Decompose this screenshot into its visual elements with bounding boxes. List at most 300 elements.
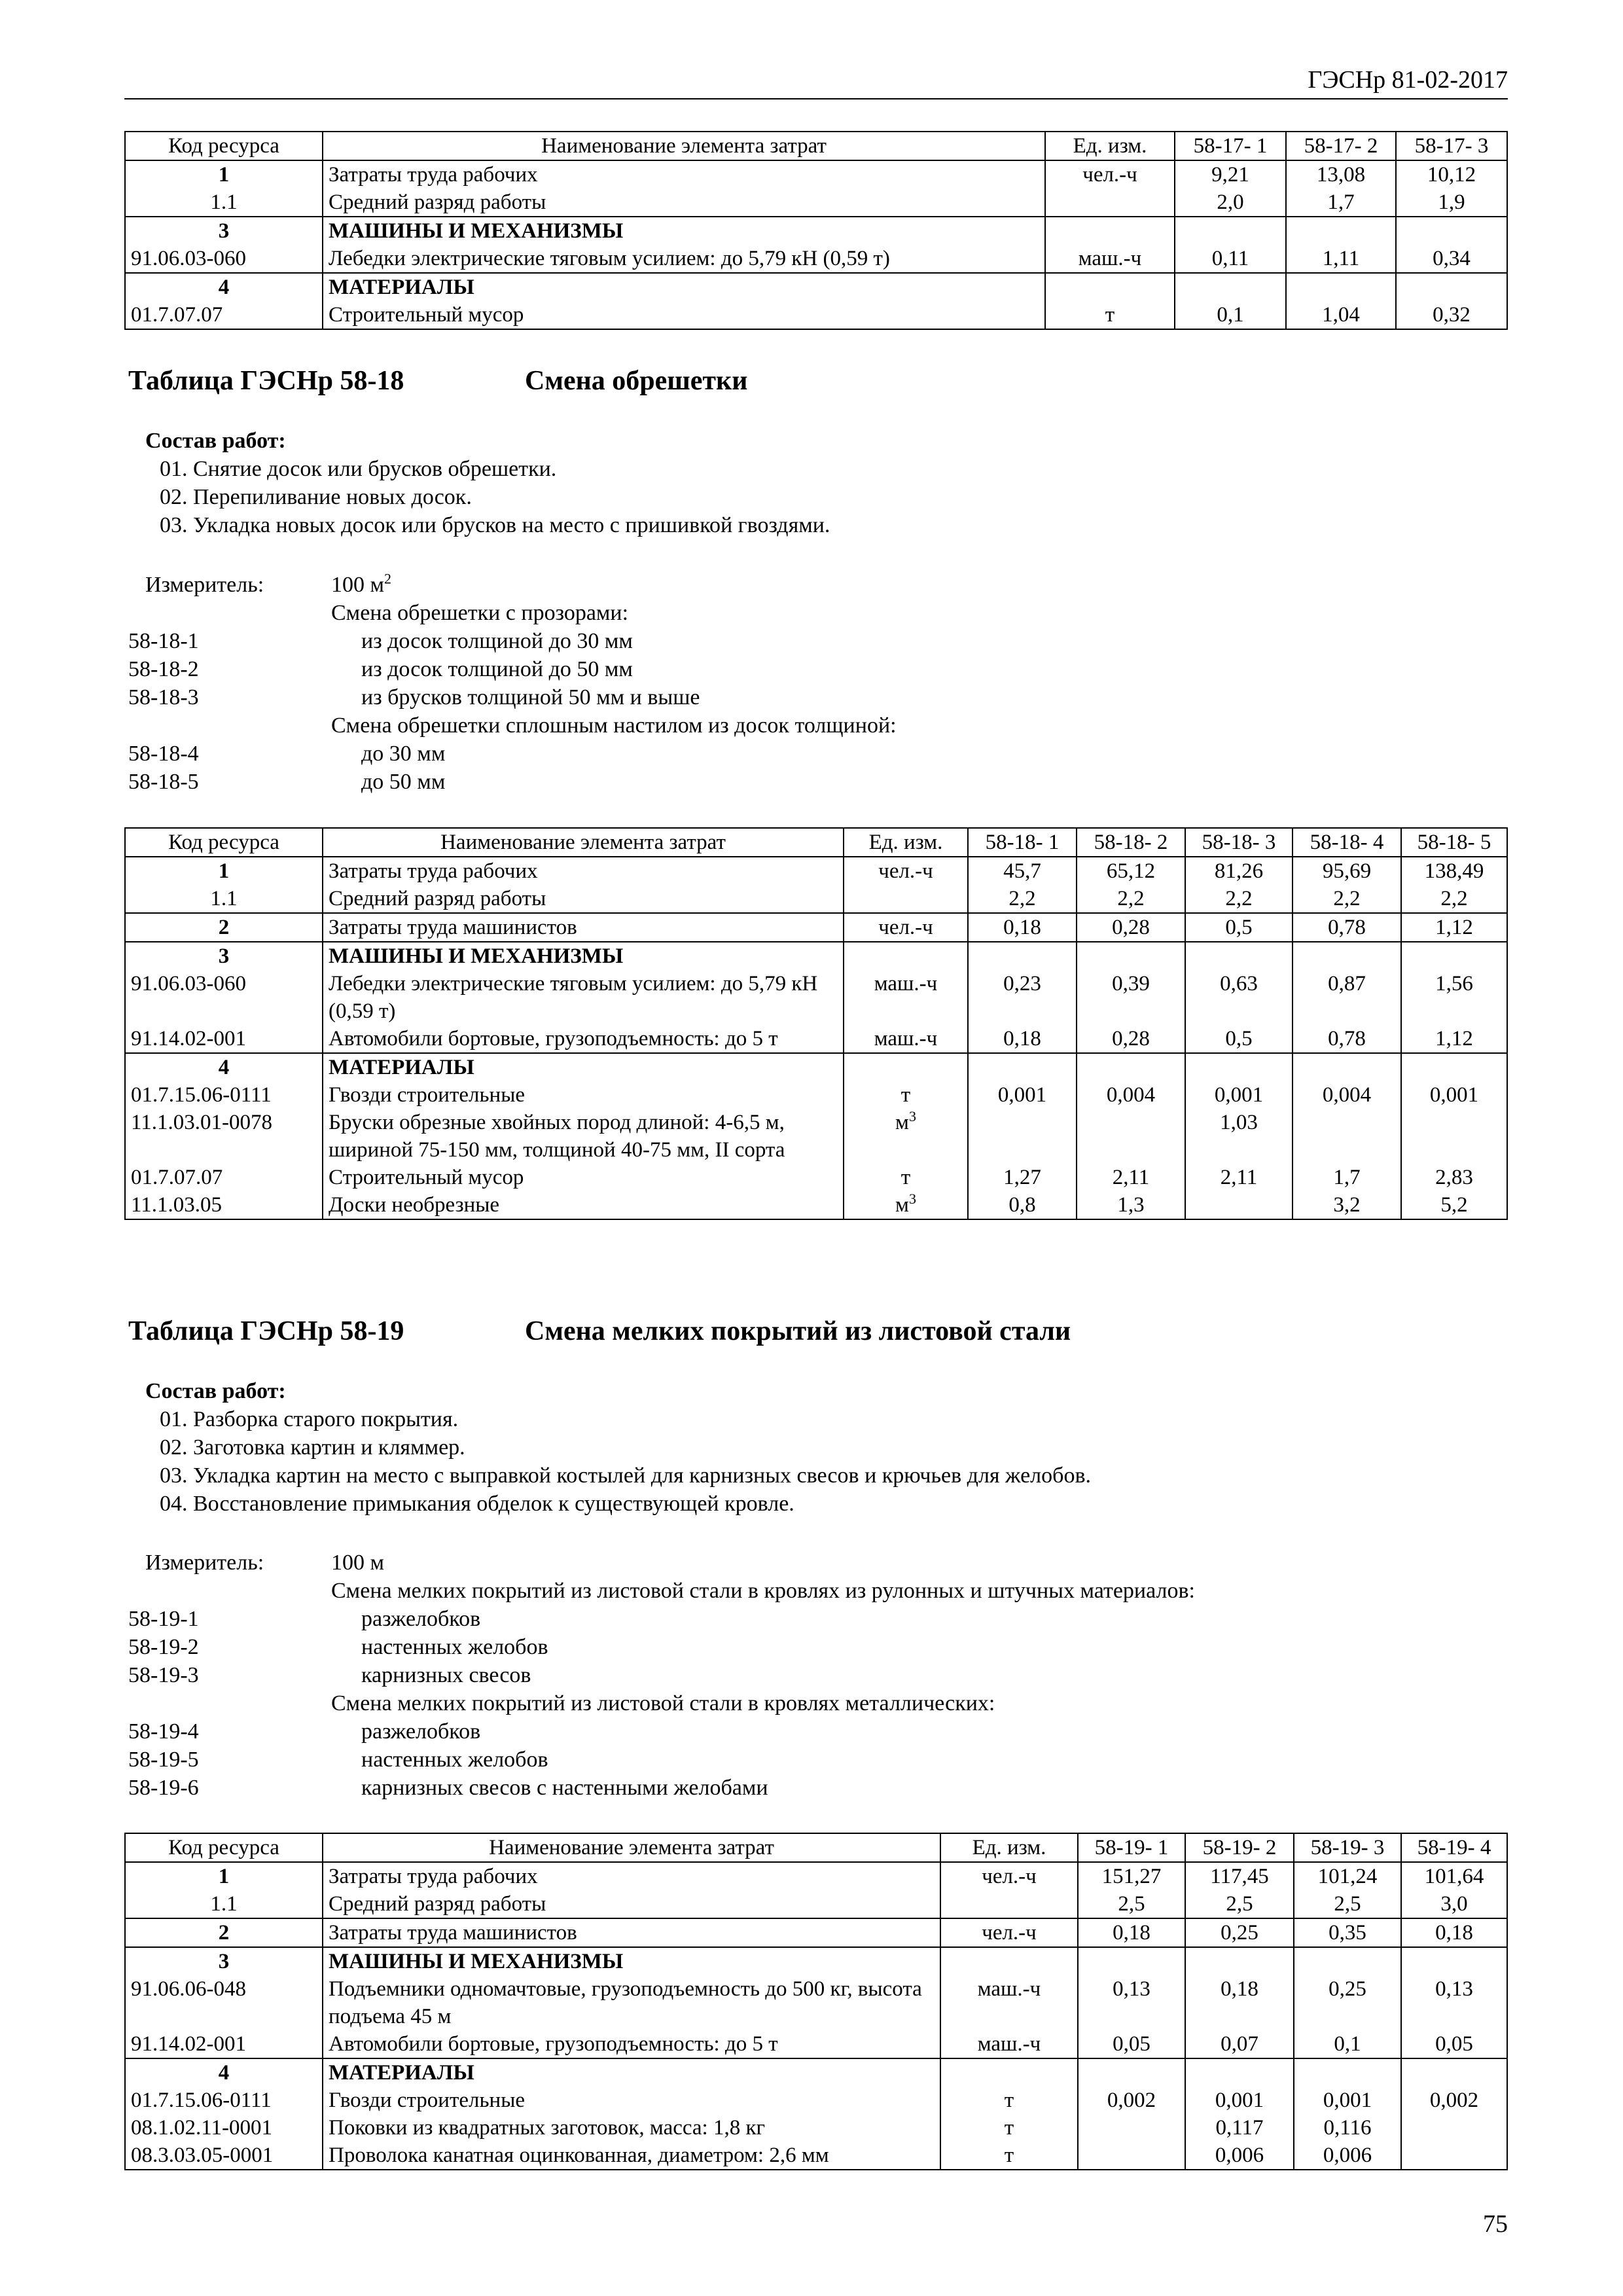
item-text: карнизных свесов с настенными желобами	[361, 1776, 768, 1800]
cell-unit	[1045, 217, 1175, 245]
cell-unit	[940, 1862, 1078, 1890]
item-code: 58-19-3	[128, 1663, 199, 1687]
cell-resource-code: 11.1.03.01-0078	[125, 1109, 323, 1164]
item-row	[128, 1774, 1372, 1802]
cell-value: 0,11	[1175, 245, 1286, 273]
cell-value: 0,006	[1185, 2142, 1294, 2170]
item-text: Смена мелких покрытий из листовой стали в кровлях металлических:	[331, 1691, 995, 1715]
item-row	[128, 1633, 1372, 1661]
cell-unit	[844, 1053, 968, 1081]
cell-value	[1185, 1947, 1294, 1975]
unit-text: чел.-ч	[878, 916, 933, 939]
cell-cost-name: Подъемники одномачтовые, грузоподъемность до 500 кг, высота подъема 45 м	[323, 1975, 940, 2030]
cell-value	[1401, 942, 1507, 970]
cell-resource-code: 4	[125, 2058, 323, 2087]
cell-value: 0,35	[1294, 1918, 1401, 1947]
cell-resource-code: 08.3.03.05-0001	[125, 2142, 323, 2170]
measure-label-58-18: Измеритель:	[145, 573, 264, 597]
item-row	[128, 1689, 1372, 1717]
item-row	[128, 599, 1372, 627]
table-row	[125, 1053, 1507, 1081]
measure-label-58-19: Измеритель:	[145, 1551, 264, 1575]
cell-value	[1293, 1053, 1401, 1081]
cell-resource-code: 3	[125, 942, 323, 970]
cell-resource-code: 1	[125, 160, 323, 188]
cell-resource-code: 01.7.15.06-0111	[125, 1081, 323, 1109]
unit-text: м	[895, 1111, 909, 1134]
cell-value: 0,1	[1175, 301, 1286, 329]
cell-value	[1286, 273, 1396, 301]
table-header-row	[125, 1833, 1507, 1862]
cell-cost-name: МАТЕРИАЛЫ	[323, 1053, 844, 1081]
header-column-3: 58-19- 3	[1294, 1833, 1401, 1862]
cell-value: 0,25	[1185, 1918, 1294, 1947]
header-column-4: 58-18- 4	[1293, 828, 1401, 857]
cell-value	[1077, 1053, 1185, 1081]
table-name-58-19: Смена мелких покрытий из листовой стали	[525, 1316, 1071, 1346]
item-row	[128, 627, 1372, 655]
cell-unit	[940, 1975, 1078, 2030]
cell-value: 2,5	[1185, 1890, 1294, 1918]
cell-unit	[1045, 188, 1175, 217]
cell-unit	[1045, 160, 1175, 188]
cell-value: 2,0	[1175, 188, 1286, 217]
table-row	[125, 1947, 1507, 1975]
cell-value: 0,001	[968, 1081, 1077, 1109]
cell-unit	[940, 2058, 1078, 2087]
cell-cost-name: Проволока канатная оцинкованная, диаметром: 2,6 мм	[323, 2142, 940, 2170]
cell-value	[1294, 1947, 1401, 1975]
cell-value: 0,002	[1401, 2087, 1507, 2114]
cell-unit	[1045, 301, 1175, 329]
cell-value: 0,23	[968, 970, 1077, 1025]
table-row	[125, 1918, 1507, 1947]
cell-value: 0,001	[1401, 1081, 1507, 1109]
cell-value	[1401, 1053, 1507, 1081]
cell-unit	[844, 857, 968, 885]
table-row	[125, 1164, 1507, 1191]
cell-value	[1078, 2114, 1185, 2142]
cell-unit	[844, 1025, 968, 1053]
cell-cost-name: Затраты труда машинистов	[323, 913, 844, 942]
cell-value	[1078, 2058, 1185, 2087]
cell-resource-code: 1.1	[125, 188, 323, 217]
cell-value	[1185, 942, 1293, 970]
header-column-3: 58-17- 3	[1396, 132, 1507, 160]
header-column-1: 58-19- 1	[1078, 1833, 1185, 1862]
cell-value: 2,2	[1293, 885, 1401, 913]
items-list-58-18	[128, 599, 1372, 796]
header-column-2: 58-19- 2	[1185, 1833, 1294, 1862]
table-row	[125, 2030, 1507, 2058]
cell-unit	[940, 2114, 1078, 2142]
cell-cost-name: Лебедки электрические тяговым усилием: до 5,79 кН (0,59 т)	[323, 970, 844, 1025]
cell-value: 81,26	[1185, 857, 1293, 885]
unit-text: т	[901, 1083, 911, 1107]
cell-value: 0,63	[1185, 970, 1293, 1025]
cell-unit	[844, 1164, 968, 1191]
cell-resource-code: 01.7.15.06-0111	[125, 2087, 323, 2114]
header-unit: Ед. изм.	[940, 1833, 1078, 1862]
table-row	[125, 217, 1507, 245]
cell-value	[1401, 2142, 1507, 2170]
header-column-2: 58-17- 2	[1286, 132, 1396, 160]
item-text: из брусков толщиной 50 мм и выше	[361, 685, 700, 709]
cell-resource-code: 01.7.07.07	[125, 1164, 323, 1191]
header-unit: Ед. изм.	[1045, 132, 1175, 160]
cell-value: 0,87	[1293, 970, 1401, 1025]
item-code: 58-18-5	[128, 770, 199, 794]
table-header-row	[125, 828, 1507, 857]
item-row	[128, 1577, 1372, 1605]
cell-value: 0,5	[1185, 1025, 1293, 1053]
cell-value: 2,2	[1185, 885, 1293, 913]
item-row	[128, 768, 1372, 796]
cell-value: 1,9	[1396, 188, 1507, 217]
cell-cost-name: Лебедки электрические тяговым усилием: до 5,79 кН (0,59 т)	[323, 245, 1045, 273]
cell-value: 0,8	[968, 1191, 1077, 1219]
cell-value	[1175, 273, 1286, 301]
item-code: 58-19-4	[128, 1719, 199, 1744]
cell-value: 0,28	[1077, 913, 1185, 942]
item-code: 58-18-4	[128, 742, 199, 766]
header-unit: Ед. изм.	[844, 828, 968, 857]
item-code: 58-19-2	[128, 1635, 199, 1659]
item-code: 58-18-3	[128, 685, 199, 709]
cell-value: 2,11	[1077, 1164, 1185, 1191]
table-header-row	[125, 132, 1507, 160]
cell-value: 10,12	[1396, 160, 1507, 188]
table-row	[125, 2058, 1507, 2087]
cell-value: 0,78	[1293, 1025, 1401, 1053]
cell-resource-code: 4	[125, 273, 323, 301]
cell-unit	[844, 942, 968, 970]
cell-value: 0,116	[1294, 2114, 1401, 2142]
cell-value	[1185, 1053, 1293, 1081]
cell-resource-code: 91.14.02-001	[125, 1025, 323, 1053]
cell-value: 0,18	[1185, 1975, 1294, 2030]
cell-value: 0,001	[1185, 2087, 1294, 2114]
unit-superscript: 3	[908, 1108, 916, 1124]
cost-table-58-19	[124, 1833, 1508, 2170]
cell-value	[1401, 1947, 1507, 1975]
cell-value: 0,28	[1077, 1025, 1185, 1053]
item-row	[128, 683, 1372, 711]
item-code: 58-19-6	[128, 1776, 199, 1800]
header-column-1: 58-18- 1	[968, 828, 1077, 857]
cell-unit	[940, 2142, 1078, 2170]
cell-resource-code: 11.1.03.05	[125, 1191, 323, 1219]
cell-resource-code: 91.06.03-060	[125, 245, 323, 273]
item-row	[128, 1717, 1372, 1746]
item-row	[128, 740, 1372, 768]
table-row	[125, 913, 1507, 942]
header-column-3: 58-18- 3	[1185, 828, 1293, 857]
item-code: 58-19-5	[128, 1748, 199, 1772]
cell-value: 0,004	[1077, 1081, 1185, 1109]
cell-value	[968, 942, 1077, 970]
header-column-4: 58-19- 4	[1401, 1833, 1507, 1862]
table-row	[125, 301, 1507, 329]
table-row	[125, 160, 1507, 188]
cell-resource-code: 91.14.02-001	[125, 2030, 323, 2058]
table-row	[125, 273, 1507, 301]
cell-cost-name: Строительный мусор	[323, 301, 1045, 329]
unit-text: т	[1004, 2116, 1014, 2140]
cell-value	[1401, 2114, 1507, 2142]
unit-text: маш.-ч	[874, 1027, 938, 1050]
unit-text: маш.-ч	[977, 2032, 1041, 2056]
composition-label: Состав работ:	[145, 429, 286, 453]
cell-unit	[940, 1947, 1078, 1975]
cell-value: 13,08	[1286, 160, 1396, 188]
item-row	[128, 1661, 1372, 1689]
cell-cost-name: Строительный мусор	[323, 1164, 844, 1191]
table-row	[125, 1862, 1507, 1890]
cell-value: 0,1	[1294, 2030, 1401, 2058]
cell-value: 0,18	[968, 1025, 1077, 1053]
cell-resource-code: 91.06.03-060	[125, 970, 323, 1025]
cell-cost-name: МАТЕРИАЛЫ	[323, 273, 1045, 301]
cell-cost-name: Поковки из квадратных заготовок, масса: 1,8 кг	[323, 2114, 940, 2142]
cell-value	[1293, 942, 1401, 970]
cell-cost-name: Затраты труда рабочих	[323, 160, 1045, 188]
item-text: до 50 мм	[361, 770, 446, 794]
cell-cost-name: МАШИНЫ И МЕХАНИЗМЫ	[323, 1947, 940, 1975]
cell-cost-name: Средний разряд работы	[323, 885, 844, 913]
cell-value	[968, 1053, 1077, 1081]
header-column-5: 58-18- 5	[1401, 828, 1507, 857]
work-step: 01. Разборка старого покрытия.	[160, 1407, 459, 1431]
cell-value: 0,5	[1185, 913, 1293, 942]
item-row	[128, 711, 1372, 740]
cell-cost-name: Доски необрезные	[323, 1191, 844, 1219]
table-row	[125, 2087, 1507, 2114]
cell-value: 1,7	[1286, 188, 1396, 217]
measure-value-58-19: 100 м	[331, 1551, 385, 1575]
cell-value: 0,18	[968, 913, 1077, 942]
composition-label: Состав работ:	[145, 1379, 286, 1403]
unit-text: чел.-ч	[982, 1865, 1037, 1888]
item-text: Смена обрешетки сплошным настилом из досок толщиной:	[331, 713, 897, 738]
cell-value: 0,001	[1294, 2087, 1401, 2114]
cell-value: 2,2	[1077, 885, 1185, 913]
cell-value: 0,18	[1401, 1918, 1507, 1947]
measure-value-58-18: 100 $м^2$	[331, 570, 392, 597]
cell-value: 45,7	[968, 857, 1077, 885]
document-code: ГЭСНр 81-02-2017	[1308, 66, 1508, 94]
unit-text: т	[1105, 303, 1115, 327]
cell-value: 1,56	[1401, 970, 1507, 1025]
header-column-1: 58-17- 1	[1175, 132, 1286, 160]
cell-value: 101,64	[1401, 1862, 1507, 1890]
table-name-58-18: Смена обрешетки	[525, 366, 748, 396]
item-text: карнизных свесов	[361, 1663, 531, 1687]
cell-value: 0,78	[1293, 913, 1401, 942]
work-step: 03. Укладка картин на место с выправкой костылей для карнизных свесов и крючьев для желобов.	[160, 1463, 1092, 1488]
work-step: 04. Восстановление примыкания обделок к существующей кровле.	[160, 1492, 794, 1516]
work-step: 03. Укладка новых досок или брусков на место с пришивкой гвоздями.	[160, 513, 830, 537]
cell-value	[1185, 2058, 1294, 2087]
cell-value: 2,2	[1401, 885, 1507, 913]
cell-value	[1293, 1109, 1401, 1164]
cell-unit	[940, 2087, 1078, 2114]
cell-value	[1401, 2058, 1507, 2087]
cell-value: 0,002	[1078, 2087, 1185, 2114]
item-code: 58-19-1	[128, 1607, 199, 1631]
cell-value: 0,05	[1401, 2030, 1507, 2058]
table-row	[125, 857, 1507, 885]
cell-cost-name: Средний разряд работы	[323, 188, 1045, 217]
cell-value: 0,34	[1396, 245, 1507, 273]
item-code: 58-18-1	[128, 629, 199, 653]
cell-value	[1396, 217, 1507, 245]
unit-text: маш.-ч	[874, 972, 938, 996]
cell-value: 95,69	[1293, 857, 1401, 885]
cell-value: 0,004	[1293, 1081, 1401, 1109]
cell-cost-name: Затраты труда рабочих	[323, 857, 844, 885]
cost-table-58-17	[124, 131, 1508, 330]
unit-text: маш.-ч	[1078, 247, 1142, 270]
cell-value: 0,18	[1078, 1918, 1185, 1947]
item-row	[128, 1746, 1372, 1774]
unit-text: маш.-ч	[977, 1977, 1041, 2001]
cell-cost-name: МАШИНЫ И МЕХАНИЗМЫ	[323, 217, 1045, 245]
cell-resource-code: 1.1	[125, 885, 323, 913]
cell-value: 2,5	[1078, 1890, 1185, 1918]
header-name: Наименование элемента затрат	[323, 828, 844, 857]
header-name: Наименование элемента затрат	[323, 132, 1045, 160]
item-text: Смена мелких покрытий из листовой стали в кровлях из рулонных и штучных материалов:	[331, 1579, 1195, 1603]
table-row	[125, 970, 1507, 1025]
cell-value	[968, 1109, 1077, 1164]
unit-text: т	[901, 1166, 911, 1189]
cell-cost-name: Гвозди строительные	[323, 2087, 940, 2114]
unit-text: чел.-ч	[1082, 163, 1137, 187]
cell-cost-name: Затраты труда машинистов	[323, 1918, 940, 1947]
cell-value	[1077, 1109, 1185, 1164]
cell-value: 151,27	[1078, 1862, 1185, 1890]
cost-table-58-18	[124, 827, 1508, 1220]
item-code: 58-18-2	[128, 657, 199, 681]
item-row	[128, 655, 1372, 683]
table-row	[125, 1890, 1507, 1918]
cell-resource-code: 1	[125, 857, 323, 885]
table-title-58-18: Таблица ГЭСНр 58-18	[128, 366, 404, 396]
item-text: из досок толщиной до 50 мм	[361, 657, 633, 681]
table-title-58-19: Таблица ГЭСНр 58-19	[128, 1316, 404, 1346]
unit-text: т	[1004, 2144, 1014, 2167]
table-row	[125, 2142, 1507, 2170]
work-composition-58-18	[145, 427, 830, 539]
cell-value: 0,39	[1077, 970, 1185, 1025]
cell-value: 0,05	[1078, 2030, 1185, 2058]
cell-value: 0,006	[1294, 2142, 1401, 2170]
cell-cost-name: МАТЕРИАЛЫ	[323, 2058, 940, 2087]
cell-unit	[844, 1191, 968, 1219]
cell-resource-code: 2	[125, 913, 323, 942]
cell-value: 1,27	[968, 1164, 1077, 1191]
work-step: 01. Снятие досок или брусков обрешетки.	[160, 457, 557, 481]
item-text: настенных желобов	[361, 1748, 548, 1772]
cell-value: 1,12	[1401, 1025, 1507, 1053]
cell-cost-name: Автомобили бортовые, грузоподъемность: до 5 т	[323, 2030, 940, 2058]
cell-value: 0,13	[1401, 1975, 1507, 2030]
cell-value	[1078, 1947, 1185, 1975]
cell-value: 65,12	[1077, 857, 1185, 885]
cell-cost-name: Гвозди строительные	[323, 1081, 844, 1109]
item-text: из досок толщиной до 30 мм	[361, 629, 633, 653]
unit-text: т	[1004, 2089, 1014, 2112]
cell-value: 3,2	[1293, 1191, 1401, 1219]
cell-value: 0,32	[1396, 301, 1507, 329]
cell-unit	[1045, 245, 1175, 273]
item-text: разжелобков	[361, 1719, 481, 1744]
table-row	[125, 2114, 1507, 2142]
cell-value: 1,12	[1401, 913, 1507, 942]
cell-unit	[940, 1890, 1078, 1918]
cell-value	[1401, 1109, 1507, 1164]
table-row	[125, 245, 1507, 273]
table-row	[125, 885, 1507, 913]
table-row	[125, 1191, 1507, 1219]
cell-resource-code: 01.7.07.07	[125, 301, 323, 329]
table-row	[125, 1975, 1507, 2030]
cell-resource-code: 1	[125, 1862, 323, 1890]
work-step: 02. Заготовка картин и кляммер.	[160, 1435, 465, 1460]
cell-cost-name: Бруски обрезные хвойных пород длиной: 4-6,5 м, шириной 75-150 мм, толщиной 40-75 мм, II сорта	[323, 1109, 844, 1164]
table-row	[125, 942, 1507, 970]
cell-value	[1175, 217, 1286, 245]
cell-value: 2,5	[1294, 1890, 1401, 1918]
unit-text: м	[895, 1193, 909, 1217]
item-row	[128, 1605, 1372, 1633]
header-code: Код ресурса	[125, 828, 323, 857]
cell-value: 0,07	[1185, 2030, 1294, 2058]
item-text: настенных желобов	[361, 1635, 548, 1659]
unit-text: чел.-ч	[878, 859, 933, 883]
cell-value: 5,2	[1401, 1191, 1507, 1219]
cell-value	[1077, 942, 1185, 970]
cell-value: 117,45	[1185, 1862, 1294, 1890]
cell-value: 0,117	[1185, 2114, 1294, 2142]
cell-resource-code: 2	[125, 1918, 323, 1947]
item-text: Смена обрешетки с прозорами:	[331, 601, 629, 625]
cell-value: 2,2	[968, 885, 1077, 913]
cell-value	[1078, 2142, 1185, 2170]
items-list-58-19	[128, 1577, 1372, 1802]
cell-value	[1294, 2058, 1401, 2087]
cell-value: 138,49	[1401, 857, 1507, 885]
cell-cost-name: Автомобили бортовые, грузоподъемность: до 5 т	[323, 1025, 844, 1053]
cell-unit	[940, 2030, 1078, 2058]
cell-value	[1286, 217, 1396, 245]
header-name: Наименование элемента затрат	[323, 1833, 940, 1862]
cell-value	[1185, 1191, 1293, 1219]
cell-unit	[844, 1109, 968, 1164]
cell-unit	[844, 1081, 968, 1109]
cell-value: 0,13	[1078, 1975, 1185, 2030]
cell-resource-code: 08.1.02.11-0001	[125, 2114, 323, 2142]
work-composition-58-19	[145, 1377, 1091, 1518]
cell-cost-name: Средний разряд работы	[323, 1890, 940, 1918]
cell-value: 2,83	[1401, 1164, 1507, 1191]
cell-value: 1,03	[1185, 1109, 1293, 1164]
table-row	[125, 1081, 1507, 1109]
cell-value: 2,11	[1185, 1164, 1293, 1191]
cell-cost-name: Затраты труда рабочих	[323, 1862, 940, 1890]
item-text: до 30 мм	[361, 742, 446, 766]
